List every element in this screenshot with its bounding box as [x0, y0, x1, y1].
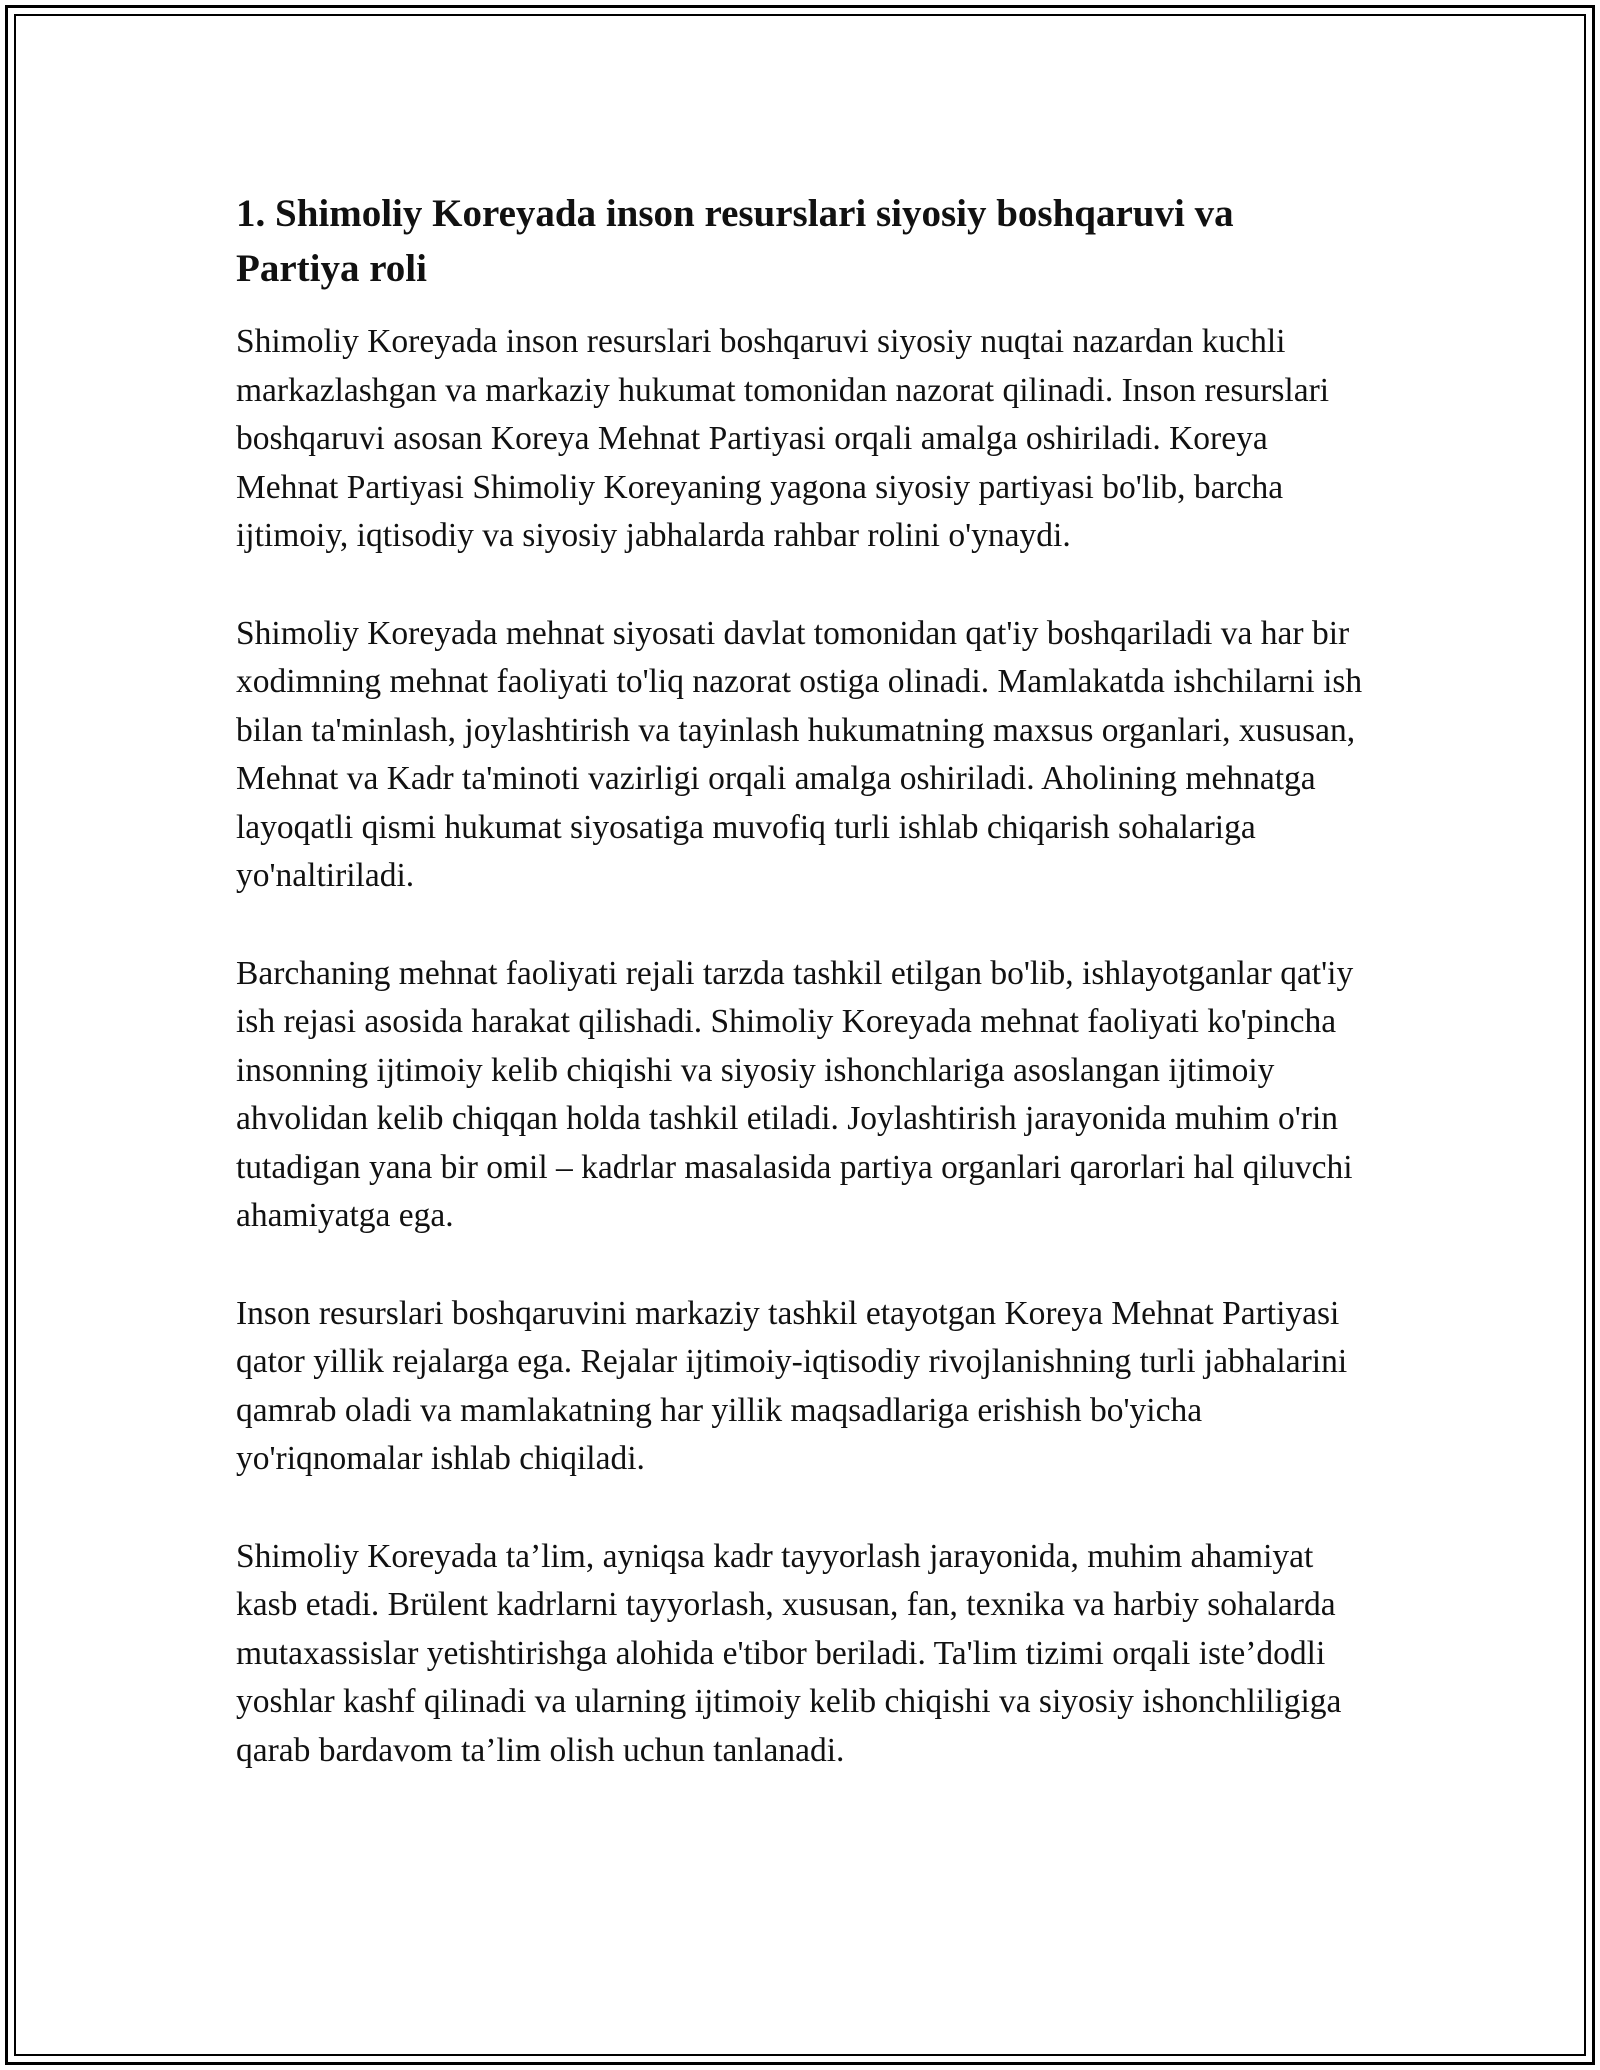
document-body: [236, 186, 1366, 1775]
paragraph-1: Shimoliy Koreyada inson resurslari boshqaruvi siyosiy nuqtai nazardan kuchli markazlashgan va markaziy hukumat tomonidan nazorat qilinadi. Inson resurslari boshqaruvi asosan Koreya Mehnat Partiyasi orqali amalga oshiriladi. Koreya Mehnat Partiyasi Shimoliy Koreyaning yagona siyosiy partiyasi bo'lib, barcha ijtimoiy, iqtisodiy va siyosiy jabhalarda rahbar rolini o'ynaydi.: [236, 323, 1330, 554]
paragraph-2: Shimoliy Koreyada mehnat siyosati davlat tomonidan qat'iy boshqariladi va har bir xodimning mehnat faoliyati to'liq nazorat ostiga olinadi. Mamlakatda ishchilarni ish bilan ta'minlash, joylashtirish va tayinlash hukumatning maxsus organlari, xususan, Mehnat va Kadr ta'minoti vazirligi orqali amalga oshiriladi. Aholining mehnatga layoqatli qismi hukumat siyosatiga muvofiq turli ishlab chiqarish sohalariga yo'naltiriladi.: [236, 614, 1363, 894]
section-heading: 1. Shimoliy Koreyada inson resurslari siyosiy boshqaruvi va Partiya roli: [236, 192, 1234, 290]
paragraph-4: Inson resurslari boshqaruvini markaziy tashkil etayotgan Koreya Mehnat Partiyasi qator yillik rejalarga ega. Rejalar ijtimoiy-iqtisodiy rivojlanishning turli jabhalarini qamrab oladi va mamlakatning har yillik maqsadlariga erishish bo'yicha yo'riqnomalar ishlab chiqiladi.: [236, 1294, 1348, 1477]
paragraph-5: Shimoliy Koreyada ta’lim, ayniqsa kadr tayyorlash jarayonida, muhim ahamiyat kasb etadi. Brülent kadrlarni tayyorlash, xususan, fan, texnika va harbiy sohalarda mutaxassislar yetishtirishga alohida e'tibor beriladi. Ta'lim tizimi orqali iste’dodli yoshlar kashf qilinadi va ularning ijtimoiy kelib chiqishi va siyosiy ishonchliligiga qarab bardavom ta’lim olish uchun tanlanadi.: [236, 1537, 1342, 1769]
paragraph-3: Barchaning mehnat faoliyati rejali tarzda tashkil etilgan bo'lib, ishlayotganlar qat'iy ish rejasi asosida harakat qilishadi. Shimoliy Koreyada mehnat faoliyati ko'pincha insonning ijtimoiy kelib chiqishi va siyosiy ishonchlariga asoslangan ijtimoiy ahvolidan kelib chiqqan holda tashkil etiladi. Joylashtirish jarayonida muhim o'rin tutadigan yana bir omil – kadrlar masalasida partiya organlari qarorlari hal qiluvchi ahamiyatga ega.: [236, 954, 1354, 1234]
